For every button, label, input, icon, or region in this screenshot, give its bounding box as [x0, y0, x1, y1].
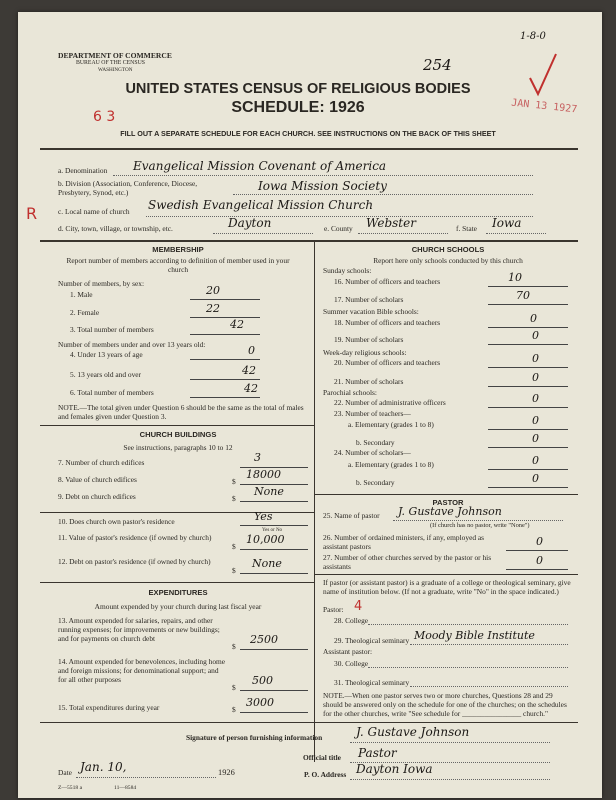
q24a-label: a. Elementary (grades 1 to 8)	[348, 460, 434, 469]
q20-label: 20. Number of officers and teachers	[334, 358, 441, 367]
q22-line	[488, 407, 568, 408]
total-label: 3. Total number of members	[70, 325, 154, 334]
q16-line	[488, 286, 568, 287]
q19-label: 19. Number of scholars	[334, 335, 404, 344]
q10-line	[240, 525, 308, 526]
q8-value: 18000	[246, 468, 281, 481]
q27-value: 0	[536, 554, 543, 567]
q29-line	[410, 644, 568, 645]
female-label: 2. Female	[70, 308, 100, 317]
date-label: Date	[58, 768, 72, 777]
q19-value: 0	[532, 329, 539, 342]
q18-value: 0	[530, 312, 537, 325]
schools-sub: Report here only schools conducted by this church	[373, 256, 523, 265]
date-value: Jan. 10,	[80, 760, 127, 774]
signature-line	[350, 742, 550, 743]
q28-line	[368, 624, 568, 625]
po-value: Dayton Iowa	[356, 762, 433, 776]
q25-note: (If church has no pastor, write "None")	[430, 522, 530, 529]
q21-line	[488, 386, 568, 387]
dollar-sign: $	[232, 642, 236, 651]
over-line	[190, 379, 260, 380]
red-four: 4	[354, 599, 363, 614]
checkmark-icon	[526, 52, 560, 98]
assistant-label: Assistant pastor:	[323, 647, 373, 656]
q18-label: 18. Number of officers and teachers	[334, 318, 441, 327]
q11-label: 11. Value of pastor's residence (if owned by church)	[58, 533, 212, 542]
year-value: 1926	[218, 768, 235, 777]
division-label: b. Division (Association, Conference, Diocese, Presbytery, Synod, etc.)	[58, 179, 198, 197]
q25-value: J. Gustave Johnson	[398, 505, 502, 518]
q23a-line	[488, 429, 568, 430]
under-value: 0	[248, 344, 255, 357]
county-value: Webster	[366, 216, 416, 230]
sunday-label: Sunday schools:	[323, 266, 372, 275]
state-value: Iowa	[492, 216, 522, 230]
q14-label: 14. Amount expended for benevolences, including home and foreign missions; for denominational support; and for all other purposes	[58, 657, 226, 684]
q24a-line	[488, 469, 568, 470]
weekday-label: Week-day religious schools:	[323, 348, 407, 357]
q23b-label: b. Secondary	[356, 438, 395, 447]
q10-label: 10. Does church own pastor's residence	[58, 517, 175, 526]
dollar-sign: $	[232, 477, 236, 486]
total2-line	[190, 397, 260, 398]
denomination-line	[113, 175, 533, 176]
over-label: 5. 13 years old and over	[70, 370, 142, 379]
male-line	[190, 299, 260, 300]
county-line	[358, 233, 448, 234]
instructions: FILL OUT A SEPARATE SCHEDULE FOR EACH CHURCH. SEE INSTRUCTIONS ON THE BACK OF THIS SHEET	[120, 129, 496, 138]
q30-label: 30. College	[334, 659, 369, 668]
q12-label: 12. Debt on pastor's residence (if owned by church)	[58, 557, 211, 566]
q7-value: 3	[254, 451, 261, 464]
rule-membership	[40, 425, 314, 426]
buildings-title: CHURCH BUILDINGS	[139, 430, 217, 439]
church-name-value: Swedish Evangelical Mission Church	[148, 198, 374, 212]
schedule-year: SCHEDULE: 1926	[231, 99, 365, 116]
over-value: 42	[242, 364, 256, 377]
rule-pastor	[314, 574, 578, 575]
received-stamp: JAN 13 1927	[510, 97, 578, 116]
q24b-label: b. Secondary	[356, 478, 395, 487]
total-line	[190, 334, 260, 335]
q26-label: 26. Number of ordained ministers, if any, employed as assistant pastors	[323, 533, 485, 551]
q22-value: 0	[532, 392, 539, 405]
form-title: UNITED STATES CENSUS OF RELIGIOUS BODIES	[125, 81, 471, 97]
q23b-line	[488, 447, 568, 448]
summer-label: Summer vacation Bible schools:	[323, 307, 419, 316]
q24b-line	[488, 487, 568, 488]
q27-label: 27. Number of other churches served by the pastor or his assistants	[323, 553, 492, 571]
po-line	[350, 779, 550, 780]
parochial-label: Parochial schools:	[323, 388, 377, 397]
rule-bottom	[40, 722, 578, 723]
membership-footnote: NOTE.—The total given under Question 6 should be the same as the total of males and females given under Question 3.	[58, 403, 304, 421]
dollar-sign: $	[232, 542, 236, 551]
q30-line	[368, 667, 568, 668]
q8-label: 8. Value of church edifices	[58, 475, 137, 484]
denomination-label: a. Denomination	[58, 166, 108, 175]
q17-label: 17. Number of scholars	[334, 295, 404, 304]
q27-line	[506, 569, 568, 570]
q19-line	[488, 344, 568, 345]
q11-line	[240, 549, 308, 550]
q15-label: 15. Total expenditures during year	[58, 703, 160, 712]
corner-note: 1-8-0	[520, 31, 546, 42]
q15-line	[240, 712, 308, 713]
pastor-title: PASTOR	[432, 498, 464, 507]
q26-line	[506, 550, 568, 551]
q13-line	[240, 649, 308, 650]
pastor-note: NOTE.—When one pastor serves two or more churches, Questions 28 and 29 should be answered only on the schedule for one of the churches; on the schedules for the other churches, write "See schedule for ________________ church."	[323, 691, 567, 718]
state-label: f. State	[456, 224, 477, 233]
q20-line	[488, 367, 568, 368]
signature-value: J. Gustave Johnson	[356, 725, 470, 739]
rule-buildings	[40, 512, 314, 513]
q15-value: 3000	[246, 696, 274, 709]
city-line	[213, 233, 313, 234]
q14-value: 500	[252, 674, 273, 687]
date-line	[76, 777, 216, 778]
q16-label: 16. Number of officers and teachers	[334, 277, 441, 286]
column-divider	[314, 240, 315, 762]
q18-line	[488, 327, 568, 328]
female-line	[190, 317, 260, 318]
expenditures-sub: Amount expended by your church during last fiscal year	[94, 602, 262, 611]
q13-label: 13. Amount expended for salaries, repairs, and other running expenses; for improvements or new buildings; and for payments on church debt	[58, 616, 220, 643]
church-name-line	[146, 216, 533, 217]
yes-no-hint: Yes or No	[262, 528, 283, 533]
dollar-sign: $	[232, 683, 236, 692]
dollar-sign: $	[232, 494, 236, 503]
dollar-sign: $	[232, 705, 236, 714]
po-label: P. O. Address	[304, 770, 347, 779]
q22-label: 22. Number of administrative officers	[334, 398, 446, 407]
form-number: Z—5518 a	[58, 785, 83, 791]
q12-line	[240, 573, 308, 574]
city-label: d. City, town, village, or township, etc.	[58, 224, 173, 233]
rule-mid	[40, 240, 578, 242]
q21-value: 0	[532, 371, 539, 384]
schedule-number: 254	[423, 56, 452, 74]
q26-value: 0	[536, 535, 543, 548]
q24a-value: 0	[532, 454, 539, 467]
city-name: WASHINGTON	[98, 67, 133, 73]
q24b-value: 0	[532, 472, 539, 485]
rule-schools	[314, 494, 578, 495]
church-name-label: c. Local name of church	[58, 207, 130, 216]
q9-value: None	[254, 485, 284, 498]
r-mark: R	[26, 204, 38, 223]
q23a-value: 0	[532, 414, 539, 427]
under-label: 4. Under 13 years of age	[70, 350, 143, 359]
official-title-value: Pastor	[358, 746, 397, 760]
rule-residence	[40, 582, 314, 583]
q31-label: 31. Theological seminary	[334, 678, 410, 687]
total2-label: 6. Total number of members	[70, 388, 154, 397]
q16-value: 10	[508, 271, 522, 284]
female-value: 22	[206, 302, 220, 315]
bureau-name: BUREAU OF THE CENSUS	[76, 60, 145, 66]
signature-label: Signature of person furnishing information	[186, 733, 323, 742]
pastor-intro: If pastor (or assistant pastor) is a graduate of a college or theological seminary, give name of institution below. (If not a graduate, write "No" in the space indicated.)	[323, 578, 571, 597]
denomination-value: Evangelical Mission Covenant of America	[133, 159, 387, 173]
county-label: e. County	[324, 224, 353, 233]
q7-label: 7. Number of church edifices	[58, 458, 145, 467]
state-line	[486, 233, 546, 234]
q25-label: 25. Name of pastor	[323, 511, 380, 520]
q23-label: 23. Number of teachers—	[334, 409, 411, 418]
red-code: 6 3	[93, 109, 116, 125]
q23a-label: a. Elementary (grades 1 to 8)	[348, 420, 434, 429]
division-line	[233, 194, 533, 195]
total-value: 42	[230, 318, 244, 331]
q10-value: Yes	[254, 510, 273, 523]
city-value: Dayton	[228, 216, 272, 230]
total2-value: 42	[244, 382, 258, 395]
age-label: Number of members under and over 13 years old:	[58, 340, 206, 349]
q17-value: 70	[516, 289, 530, 302]
membership-note: Report number of members according to definition of member used in your church	[66, 256, 290, 275]
official-title-label: Official title	[303, 753, 341, 762]
by-sex-label: Number of members, by sex:	[58, 279, 144, 288]
membership-title: MEMBERSHIP	[152, 245, 204, 254]
schools-title: CHURCH SCHOOLS	[411, 245, 485, 254]
q9-line	[240, 501, 308, 502]
rule-top	[40, 148, 578, 150]
division-value: Iowa Mission Society	[258, 179, 387, 193]
q11-value: 10,000	[246, 533, 285, 546]
under-line	[190, 359, 260, 360]
buildings-sub: See instructions, paragraphs 10 to 12	[123, 443, 233, 452]
pastor-sublabel: Pastor:	[323, 605, 344, 614]
q29-label: 29. Theological seminary	[334, 636, 410, 645]
q25-line	[393, 520, 563, 521]
q17-line	[488, 304, 568, 305]
q12-value: None	[252, 557, 282, 570]
q31-line	[410, 686, 568, 687]
male-label: 1. Male	[70, 290, 93, 299]
male-value: 20	[206, 284, 220, 297]
dollar-sign: $	[232, 566, 236, 575]
q29-value: Moody Bible Institute	[414, 629, 535, 642]
dept-name: DEPARTMENT OF COMMERCE	[58, 51, 172, 60]
q23b-value: 0	[532, 432, 539, 445]
q24-label: 24. Number of scholars—	[334, 448, 411, 457]
q28-label: 28. College	[334, 616, 369, 625]
q14-line	[240, 690, 308, 691]
expenditures-title: EXPENDITURES	[148, 588, 208, 597]
q21-label: 21. Number of scholars	[334, 377, 404, 386]
form-number-2: 11—8584	[114, 785, 137, 791]
q13-value: 2500	[250, 633, 278, 646]
q9-label: 9. Debt on church edifices	[58, 492, 136, 501]
q20-value: 0	[532, 352, 539, 365]
census-schedule-sheet	[18, 12, 602, 798]
